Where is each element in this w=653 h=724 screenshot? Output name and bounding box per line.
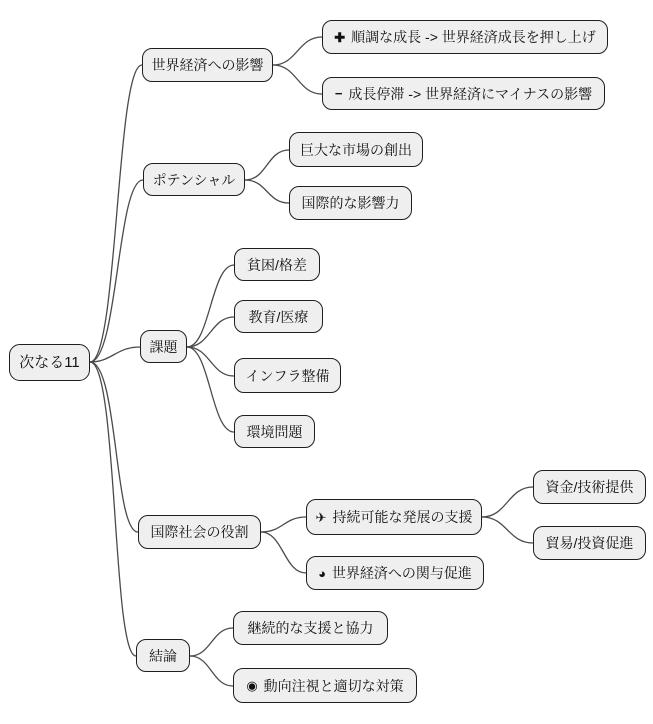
leaf-huge-market[interactable]: [289, 132, 423, 167]
node-label: 成長停滞 -> 世界経済にマイナスの影響: [348, 85, 593, 102]
leaf-sustainable-support[interactable]: [306, 499, 482, 535]
leaf-infrastructure[interactable]: [234, 358, 341, 393]
leaf-poverty-gap[interactable]: [234, 248, 320, 281]
plus-icon: ✚: [334, 29, 346, 45]
branch-world-economy-impact[interactable]: [142, 48, 273, 82]
node-label: 国際的な影響力: [301, 195, 400, 211]
branch-international-role[interactable]: [138, 515, 261, 549]
node-label: 教育/医療: [248, 308, 309, 325]
globe-icon: ◕: [318, 565, 326, 581]
leaf-continuous-support[interactable]: [233, 611, 388, 645]
node-label: 持続可能な発展の支援: [332, 509, 473, 525]
node-label: 次なる11: [19, 354, 80, 371]
leaf-growth-stagnation[interactable]: [322, 77, 605, 110]
leaf-education-medical[interactable]: [234, 300, 323, 333]
node-label: 国際社会の役割: [150, 524, 249, 540]
node-label: ポテンシャル: [152, 171, 236, 188]
node-label: 巨大な市場の創出: [300, 141, 412, 158]
plane-icon: ✈: [315, 509, 327, 525]
node-root[interactable]: [9, 344, 90, 381]
branch-issues[interactable]: [140, 330, 187, 363]
node-label: 継続的な支援と協力: [247, 620, 374, 636]
leaf-steady-growth[interactable]: [322, 20, 608, 54]
leaf-monitoring-measures[interactable]: [233, 668, 417, 703]
leaf-environment[interactable]: [234, 415, 315, 448]
branch-potential[interactable]: [143, 163, 245, 196]
leaf-trade-investment[interactable]: [533, 526, 646, 560]
node-label: 世界経済への関与促進: [331, 565, 472, 581]
node-label: インフラ整備: [245, 367, 330, 384]
leaf-funding-tech[interactable]: [533, 470, 646, 504]
node-label: 貧困/格差: [247, 256, 307, 273]
eye-icon: ◉: [246, 678, 258, 693]
node-label: 課題: [149, 338, 178, 355]
minus-icon: −: [334, 86, 343, 101]
branch-conclusion[interactable]: [136, 639, 190, 672]
node-label: 動向注視と適切な対策: [263, 677, 404, 694]
leaf-international-influence[interactable]: [289, 186, 412, 220]
node-label: 世界経済への影響: [151, 57, 264, 73]
node-label: 結論: [149, 647, 177, 664]
node-label: 貿易/投資促進: [545, 535, 634, 551]
node-label: 順調な成長 -> 世界経済成長を押し上げ: [351, 29, 596, 45]
leaf-engagement-promotion[interactable]: [306, 556, 484, 590]
node-label: 資金/技術提供: [545, 479, 634, 495]
node-label: 環境問題: [246, 423, 303, 440]
